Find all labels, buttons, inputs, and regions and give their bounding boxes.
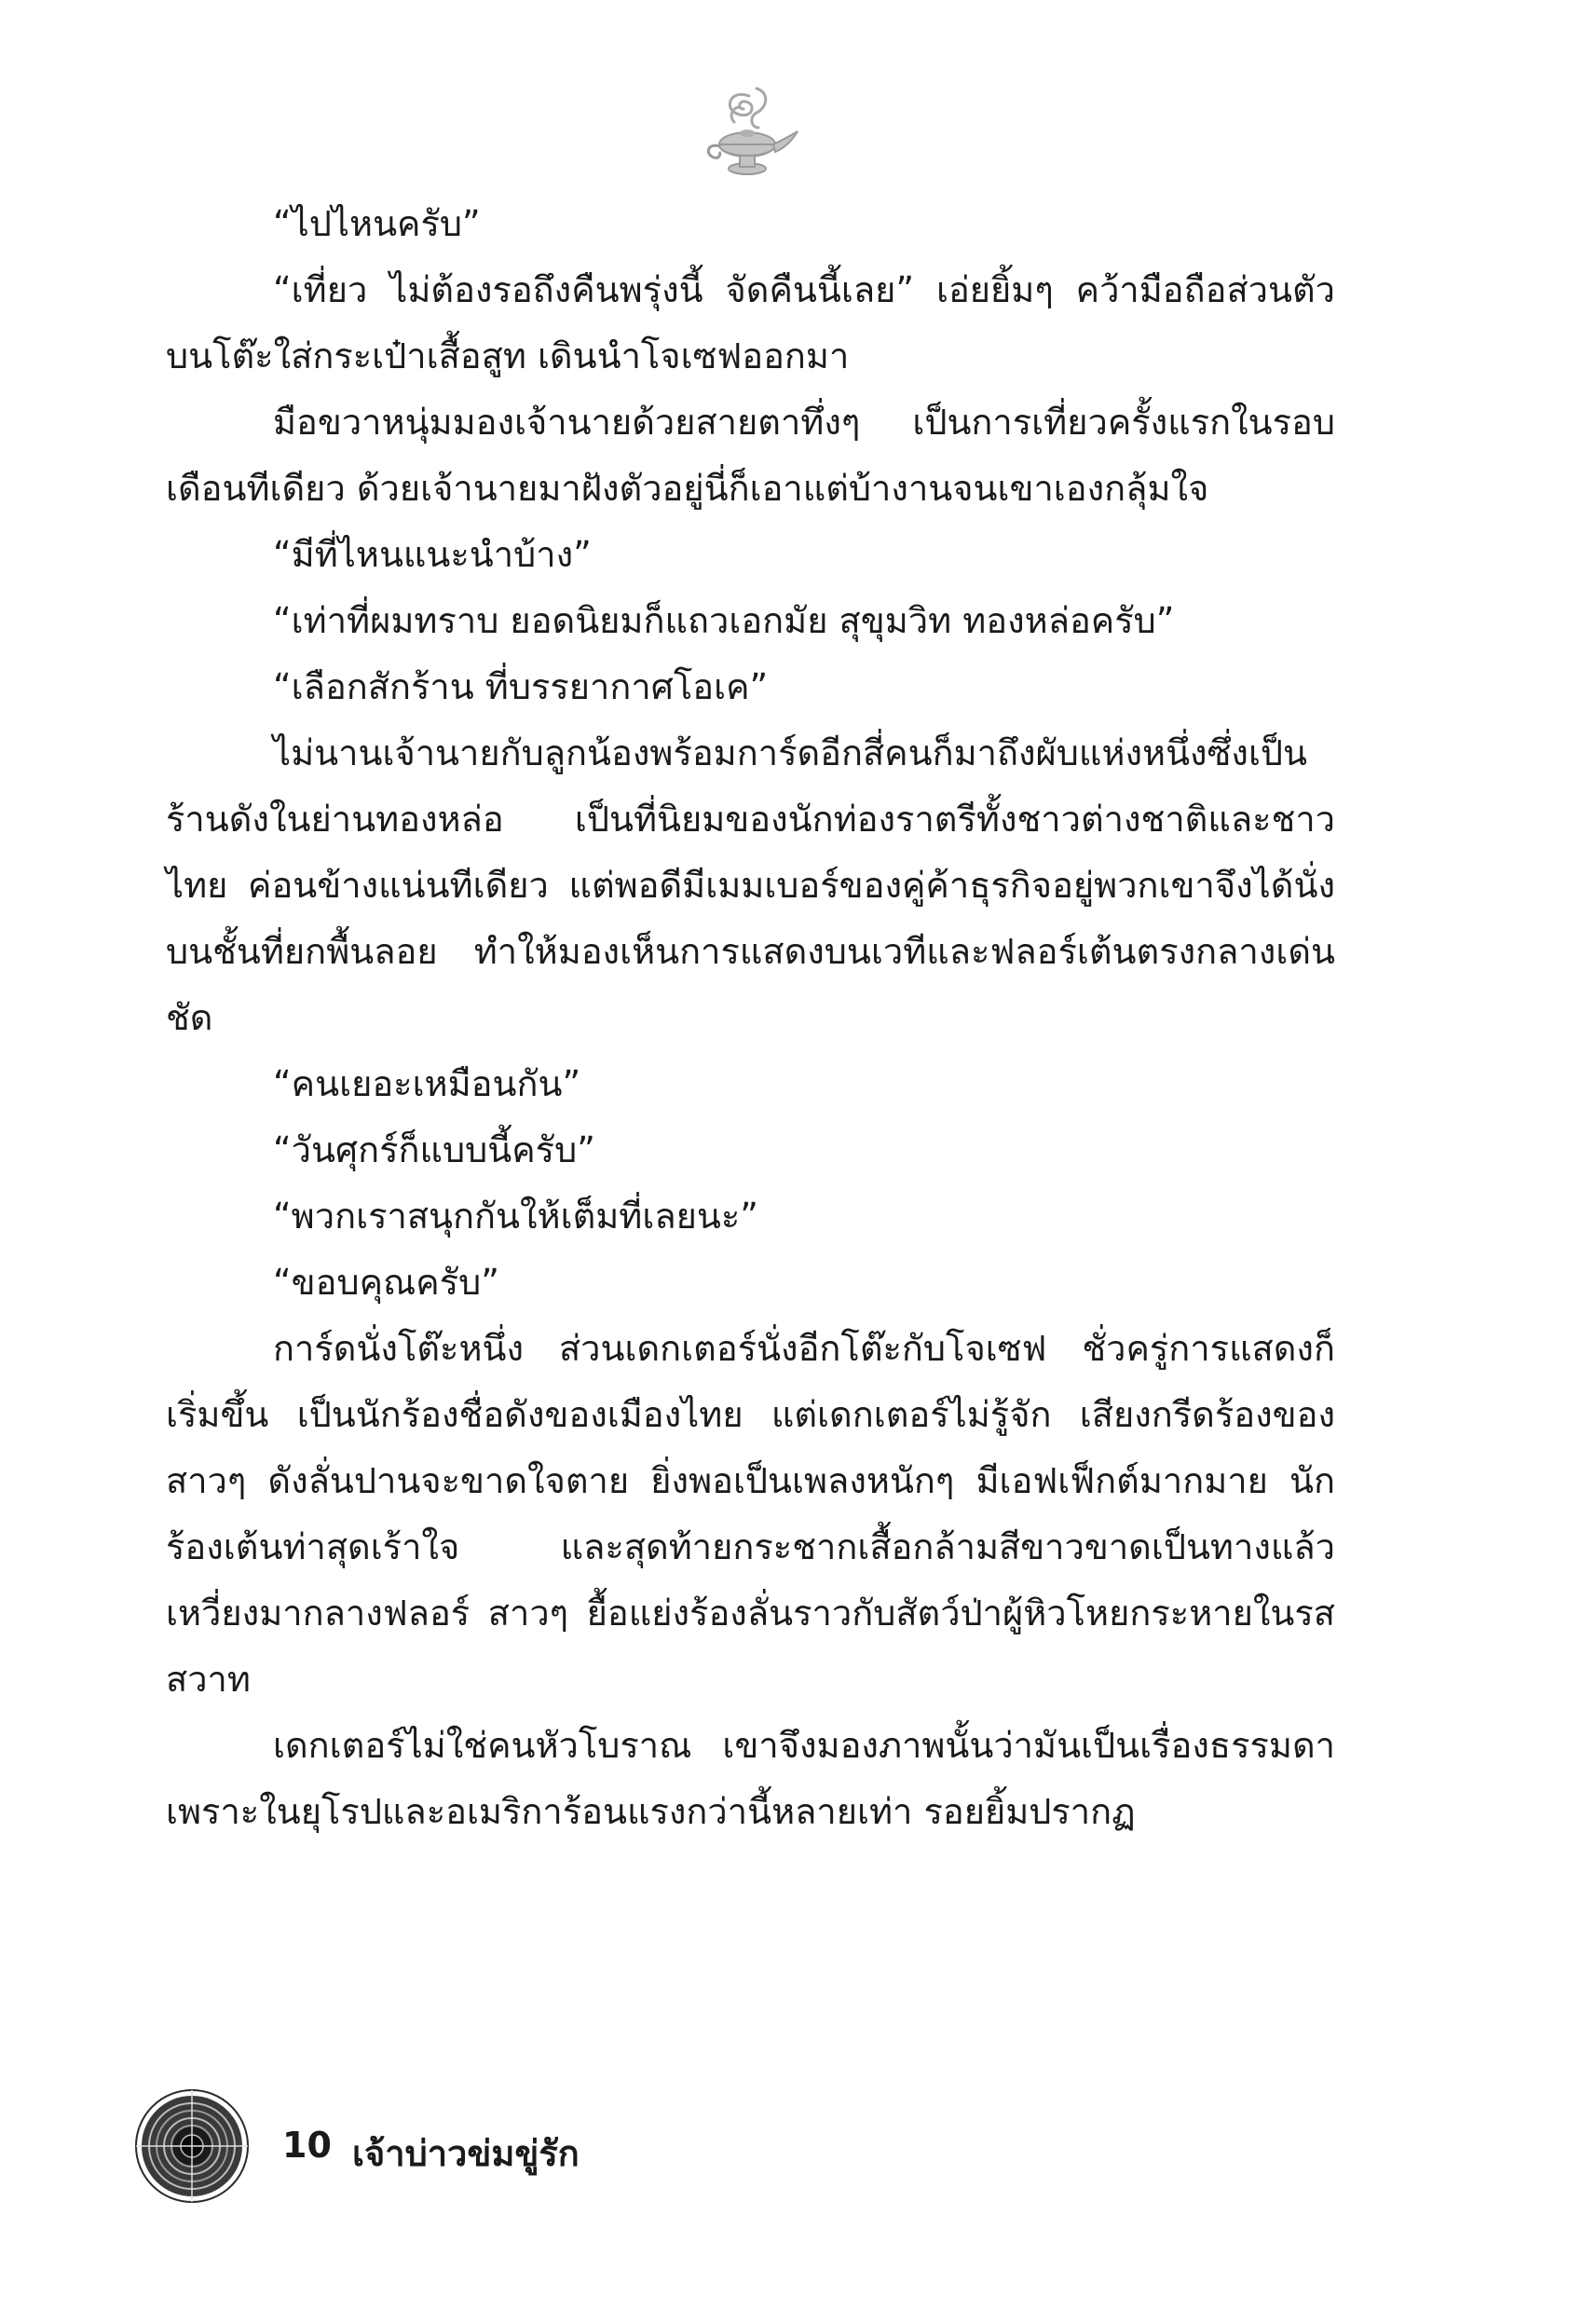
paragraph: “เที่ยว ไม่ต้องรอถึงคืนพรุ่งนี้ จัดคืนนี้เลย” เอ่ยยิ้มๆ คว้ามือถือส่วนตัวบนโต๊ะใส่กระเป๋าเสื้อสูท เดินนำโจเซฟออกมา bbox=[166, 269, 1335, 376]
dialogue-line: “มีที่ไหนแนะนำบ้าง” bbox=[273, 534, 592, 575]
dialogue-line: “พวกเราสนุกกันให้เต็มที่เลยนะ” bbox=[273, 1196, 758, 1237]
dialogue-line: “คนเยอะเหมือนกัน” bbox=[273, 1063, 581, 1104]
paragraph: เดกเตอร์ไม่ใช่คนหัวโบราณ เขาจึงมองภาพนั้นว่ามันเป็นเรื่องธรรมดา เพราะในยุโรปและอเมริการ้อนแรงกว่านี้หลายเท่า รอยยิ้มปรากฏ bbox=[166, 1725, 1335, 1832]
dialogue-line: “เลือกสักร้าน ที่บรรยากาศโอเค” bbox=[273, 666, 769, 707]
page-number: 10 bbox=[282, 2125, 332, 2166]
paragraph: ไม่นานเจ้านายกับลูกน้องพร้อมการ์ดอีกสี่คนก็มาถึงผับแห่งหนึ่งซึ่งเป็นร้านดังในย่านทองหล่อ เป็นที่นิยมของนักท่องราตรีทั้งชาวต่างชาติและชาวไทย ค่อนข้างแน่นทีเดียว แต่พอดีมีเมมเบอร์ของคู่ค้าธุรกิจอยู่พวกเขาจึงได้นั่งบนชั้นที่ยกพื้นลอย ทำให้มองเห็นการแสดงบนเวทีและฟลอร์เต้นตรงกลางเด่นชัด bbox=[166, 732, 1335, 1038]
dialogue-line: “เท่าที่ผมทราบ ยอดนิยมก็แถวเอกมัย สุขุมวิท ทองหล่อครับ” bbox=[273, 600, 1175, 641]
paragraph: การ์ดนั่งโต๊ะหนึ่ง ส่วนเดกเตอร์นั่งอีกโต๊ะกับโจเซฟ ชั่วครู่การแสดงก็เริ่มขึ้น เป็นนักร้องชื่อดังของเมืองไทย แต่เดกเตอร์ไม่รู้จัก เสียงกรีดร้องของสาวๆ ดังลั่นปานจะขาดใจตาย ยิ่งพอเป็นเพลงหนักๆ มีเอฟเฟ็กต์มากมาย นักร้องเต้นท่าสุดเร้าใจ และสุดท้ายกระชากเสื้อกล้ามสีขาวขาดเป็นทางแล้วเหวี่ยงมากลางฟลอร์ สาวๆ ยื้อแย่งร้องลั่นราวกับสัตว์ป่าผู้หิวโหยกระหายในรสสวาท bbox=[166, 1328, 1335, 1700]
paragraph: มือขวาหนุ่มมองเจ้านายด้วยสายตาทึ่งๆ เป็นการเที่ยวครั้งแรกในรอบเดือนทีเดียว ด้วยเจ้านายมาฝังตัวอยู่นี่ก็เอาแต่บ้างานจนเขาเองกลุ้มใจ bbox=[166, 402, 1335, 509]
book-title: เจ้าบ่าวข่มขู่รัก bbox=[352, 2133, 580, 2174]
target-icon bbox=[133, 2087, 251, 2205]
dialogue-line: “วันศุกร์ก็แบบนี้ครับ” bbox=[273, 1129, 595, 1170]
genie-lamp-icon bbox=[691, 79, 803, 191]
dialogue-line: “ไปไหนครับ” bbox=[273, 203, 481, 244]
dialogue-line: “ขอบคุณครับ” bbox=[273, 1262, 499, 1303]
page-body bbox=[166, 191, 1335, 1845]
page-footer bbox=[133, 2087, 785, 2208]
